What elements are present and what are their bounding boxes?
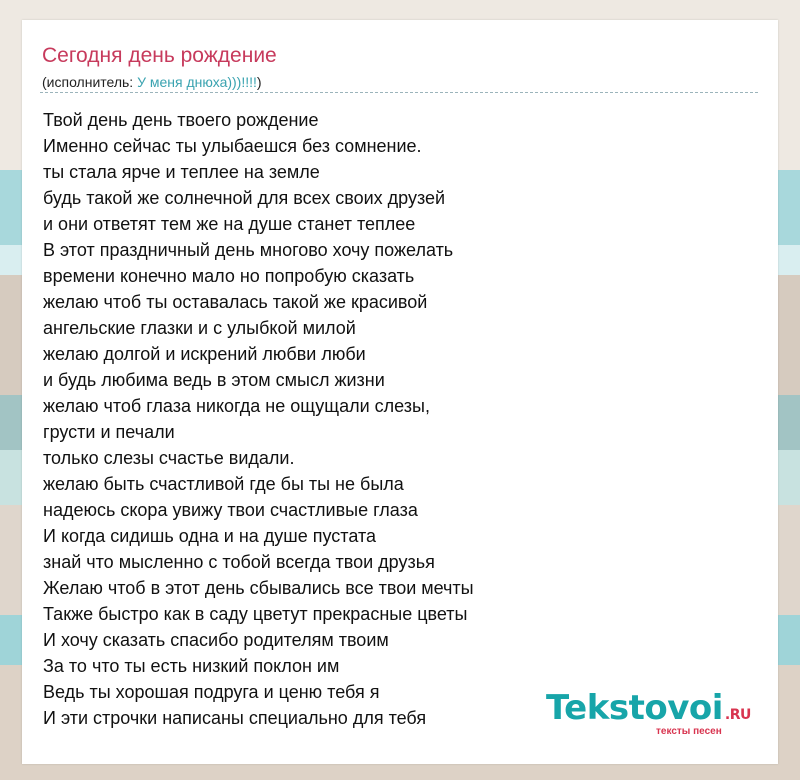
- lyric-line: ангельские глазки и с улыбкой милой: [43, 318, 356, 338]
- lyric-line: желаю быть счастливой где бы ты не была: [43, 474, 404, 494]
- lyric-line: ты стала ярче и теплее на земле: [43, 162, 320, 182]
- lyric-line: Ведь ты хорошая подруга и ценю тебя я: [43, 682, 380, 702]
- lyric-line: желаю чтоб глаза никогда не ощущали слезы,: [43, 396, 430, 416]
- title-divider: [40, 92, 758, 93]
- lyric-line: грусти и печали: [43, 422, 175, 442]
- logo-wordmark: Tekstovoi: [546, 688, 723, 728]
- lyric-line: Именно сейчас ты улыбаешся без сомнение.: [43, 136, 422, 156]
- lyric-line: надеюсь скора увижу твои счастливые глаза: [43, 500, 418, 520]
- lyric-line: Также быстро как в саду цветут прекрасные цветы: [43, 604, 468, 624]
- site-logo[interactable]: [546, 690, 756, 740]
- lyric-line: В этот праздничный день многово хочу пожелать: [43, 240, 454, 260]
- lyric-line: Твой день день твоего рождение: [43, 110, 319, 130]
- lyric-line: знай что мысленно с тобой всегда твои друзья: [43, 552, 435, 572]
- lyric-line: и они ответят тем же на душе станет теплее: [43, 214, 416, 234]
- lyrics-text: [43, 107, 753, 731]
- lyrics-card: [22, 20, 778, 764]
- lyric-line: желаю долгой и искрений любви люби: [43, 344, 366, 364]
- artist-prefix: (исполнитель:: [42, 74, 138, 90]
- artist-link[interactable]: У меня днюха)))!!!!: [137, 74, 257, 90]
- lyric-line: И хочу сказать спасибо родителям твоим: [43, 630, 389, 650]
- lyric-line: только слезы счастье видали.: [43, 448, 295, 468]
- lyric-line: Желаю чтоб в этот день сбывались все твои мечты: [43, 578, 474, 598]
- lyric-line: И эти строчки написаны специально для тебя: [43, 708, 427, 728]
- logo-tld: .RU: [724, 707, 751, 723]
- song-title: Сегодня день рождение: [42, 44, 277, 67]
- lyric-line: За то что ты есть низкий поклон им: [43, 656, 340, 676]
- artist-line: [42, 74, 262, 90]
- lyric-line: будь такой же солнечной для всех своих друзей: [43, 188, 446, 208]
- lyric-line: времени конечно мало но попробую сказать: [43, 266, 415, 286]
- lyric-line: и будь любима ведь в этом смысл жизни: [43, 370, 385, 390]
- logo-tagline: тексты песен: [656, 726, 722, 737]
- lyric-line: И когда сидишь одна и на душе пустата: [43, 526, 377, 546]
- artist-suffix: ): [256, 74, 262, 90]
- lyric-line: желаю чтоб ты оставалась такой же красивой: [43, 292, 428, 312]
